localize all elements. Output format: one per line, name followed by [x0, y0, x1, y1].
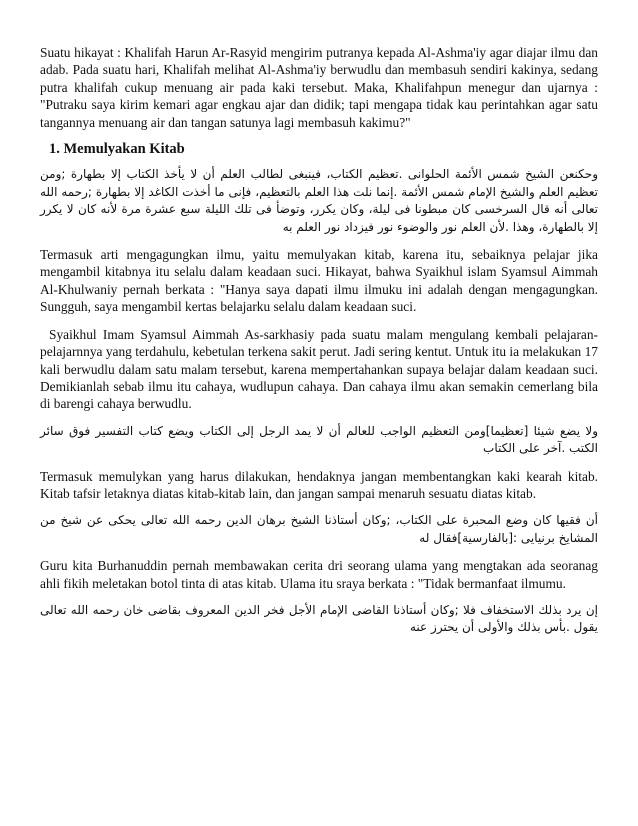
arabic-paragraph-2: ولا يضع شيئا [تعظيما]ومن التعظيم الواجب للعالم أن لا يمد الرجل إلى الكتاب ويضع كتاب التفسير فوق سائر الكتب .آخر على الكتاب: [40, 423, 598, 456]
paragraph-memulyakan-kitab: Termasuk arti mengagungkan ilmu, yaitu memulyakan kitab, karena itu, sebaiknya pelajar jika mengambil kitabnya itu selalu dalam keadaan suci. Hikayat, bahwa Syaikhul islam Syamsul Aimmah Al-Khulwaniy pernah berkata : "Hanya saya dapati ilmu ilmuku ini adalah dengan mengagungkan. Sungguh, saya mengambil kertas belajarku selalu dalam keadaan suci.: [40, 247, 598, 315]
arabic-paragraph-1: وحكنعن الشيخ شمس الأئمة الحلوانى .تعظيم الكتاب، فينبغى لطالب العلم أن لا يأخذ الكتاب إلا بطهارة ;ومن تعظيم العلم والشيخ الإمام شمس الأئمة .إنما نلت هذا العلم بالتعظيم، فإنى ما أخذت الكاغد إلا بطهارة ;رحمه الله تعالى أنه قال السرخسى كان مبطونا فى ليلة، وكان يكرر، وتوضأ فى تلك الليلة سبع عشرة مرة لأنه كان لا يكرر إلا بالطهارة، وهذا .لأن العلم نور والوضوء نور فيزداد نور العلم به: [40, 167, 598, 234]
paragraph-kaki-kitab: Termasuk memulykan yang harus dilakukan, hendaknya jangan membentangkan kaki kearah kitab. Kitab tafsir letaknya diatas kitab-kitab lain, dan jangan sampai menaruh sesuatu diatas kitab.: [40, 468, 598, 501]
paragraph-sarkhasiy: Syaikhul Imam Syamsul Aimmah As-sarkhasiy pada suatu malam mengulang kembali pelajaran-pelajarnnya yang terdahulu, kebetulan terkena sakit perut. Jadi sering kentut. Untuk itu ia melakukan 17 kali berwudlu dalam satu malam tersebut, karena mempertahankan supaya belajar dalam keadaan suci. Demikianlah sebab ilmu itu cahaya, wudlupun cahaya. Dan cahaya ilmu akan semakin cemerlang bila di barengi cahaya berwudlu.: [40, 326, 598, 412]
arabic-paragraph-4: إن يرد بذلك الاستخفاف فلا ;وكان أستاذنا القاضى الإمام الأجل فخر الدين المعروف بقاضى خان رحمه الله تعالى يقول .بأس بذلك والأولى أن يحترز عنه: [40, 602, 598, 635]
document-page: [40, 44, 598, 647]
paragraph-harun-story: Suatu hikayat : Khalifah Harun Ar-Rasyid mengirim putranya kepada Al-Ashma'iy agar diajar ilmu dan adab. Pada suatu hari, Khalifah melihat Al-Ashma'iy berwudlu dan membasuh sendiri kakinya, sedang putra khalifah cukup menuang air pada kaki tersebut. Maka, Khalifahpun menegur dan ujarnya : "Putraku saya kirim kemari agar engkau ajar dan didik; tapi mengapa tidak kau perintahkan agar satu tangannya menuang air dan tangan satunya lagi membasuh kakimu?": [40, 45, 598, 130]
arabic-paragraph-3: أن فقيها كان وضع المحبرة على الكتاب، ;وكان أستاذنا الشيخ برهان الدين رحمه الله تعالى يحكى عن شيخ من المشايخ برنيايى :[بالفارسية]فقال له: [40, 513, 598, 545]
section-heading: 1. Memulyakan Kitab: [49, 141, 185, 158]
paragraph-burhanuddin: Guru kita Burhanuddin pernah membawakan cerita dri seorang ulama yang mengtakan ada seoranag ahli fikih meletakan botol tinta di atas kitab. Ulama itu sraya berkata : "Tidak bermanfaat ilmumu.: [40, 558, 598, 591]
